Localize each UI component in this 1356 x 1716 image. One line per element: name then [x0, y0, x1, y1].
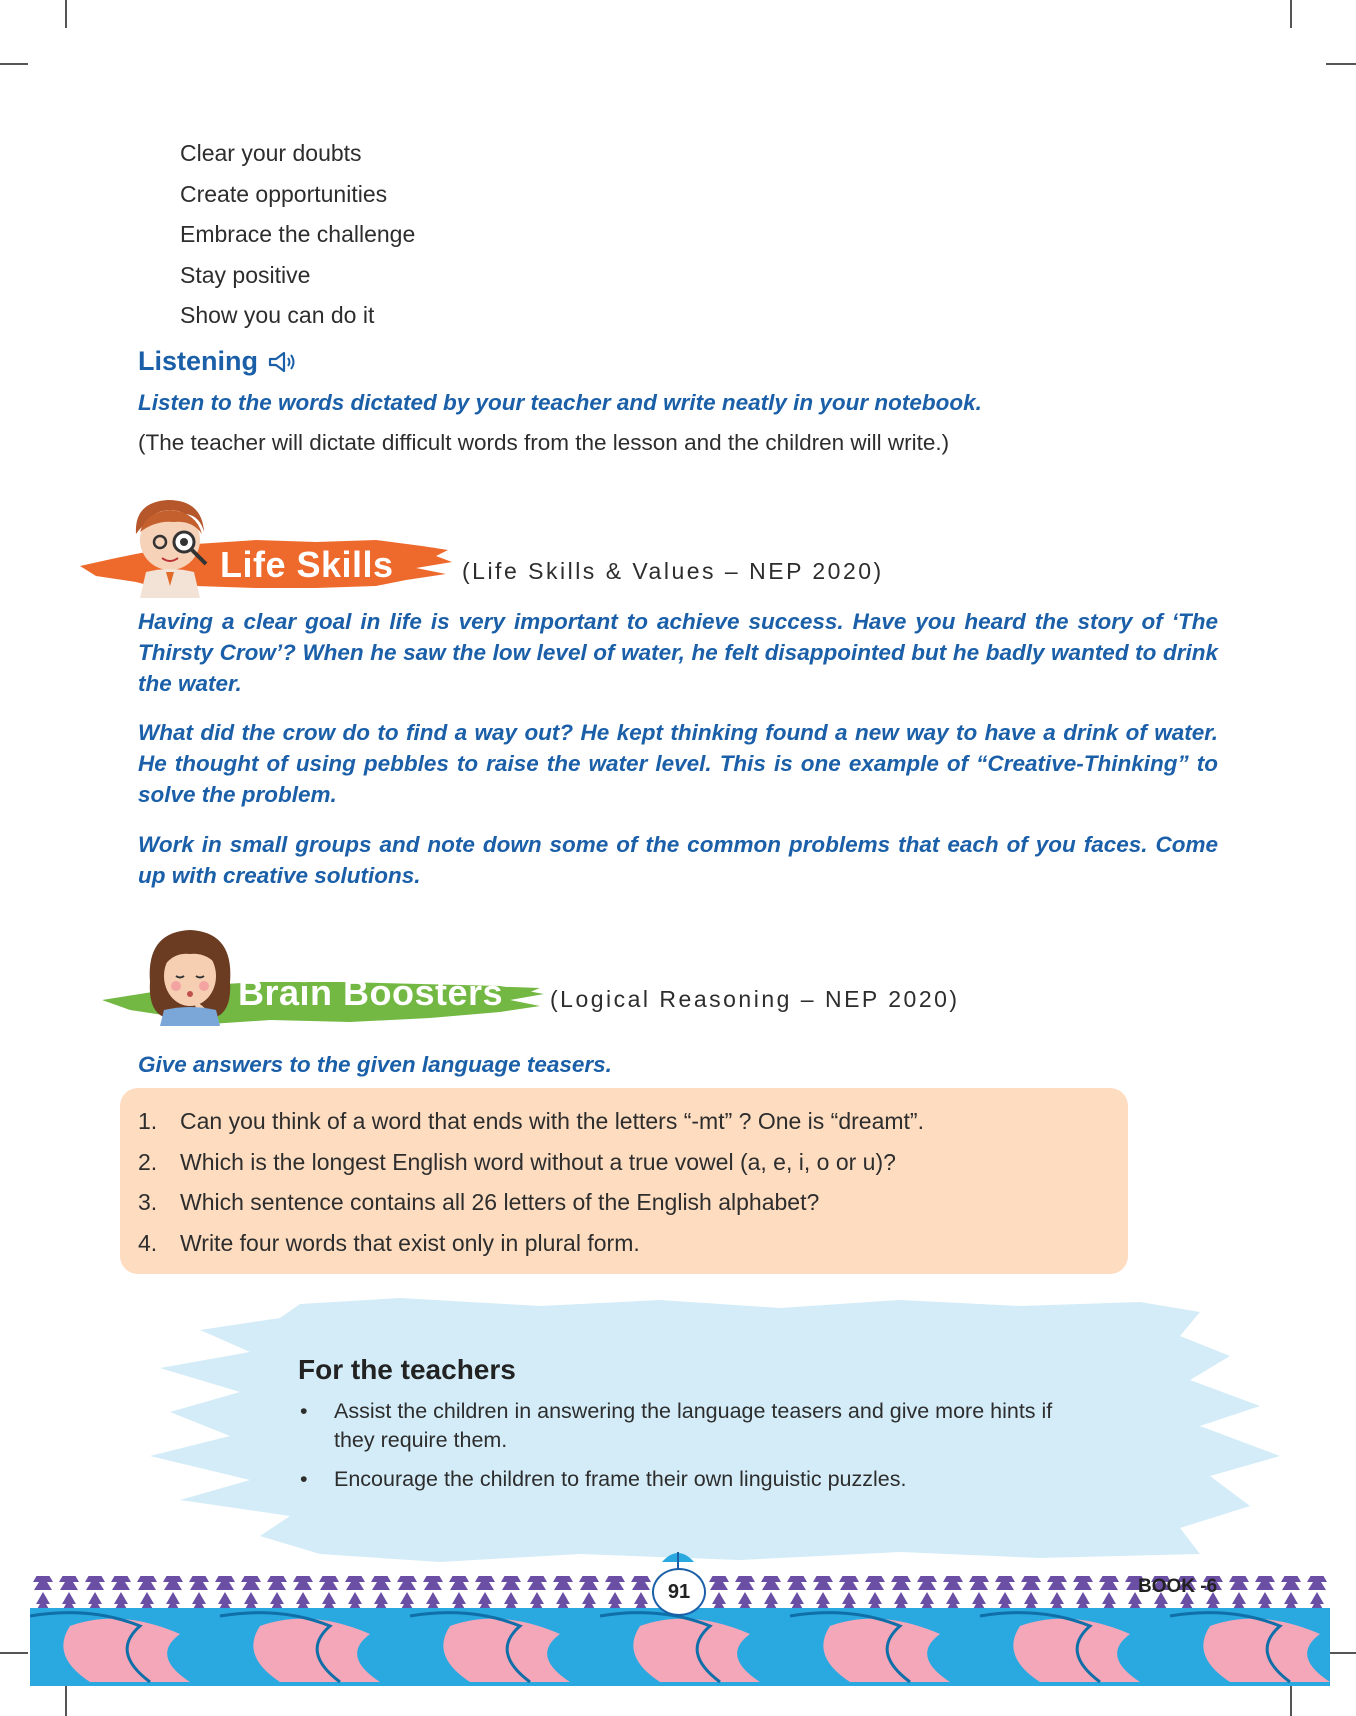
bullet-icon: • [300, 1467, 308, 1491]
life-skills-paragraph: Work in small groups and note down some of the common problems that each of you faces. Come up with creative solutions. [138, 832, 1218, 888]
bullet-icon: • [300, 1399, 308, 1423]
page-number: 91 [652, 1568, 706, 1616]
listening-instruction: Listen to the words dictated by your teacher and write neatly in your notebook. [138, 390, 982, 415]
list-item: Embrace the challenge [180, 221, 416, 247]
crop-mark [65, 0, 67, 28]
thinking-girl-icon [140, 922, 240, 1026]
motivation-list [180, 133, 415, 336]
teaser-list [138, 1101, 924, 1263]
list-item: 2. Which is the longest English word without a true vowel (a, e, i, o or u)? [138, 1148, 896, 1175]
listening-title: Listening [138, 346, 258, 376]
brain-boosters-instruction: Give answers to the given language teasers. [138, 1052, 612, 1077]
life-skills-subtitle: (Life Skills & Values – NEP 2020) [462, 558, 884, 584]
teachers-title: For the teachers [298, 1354, 516, 1385]
listening-heading [138, 346, 300, 377]
life-skills-title: Life Skills [220, 544, 394, 585]
life-skills-paragraph: What did the crow do to find a way out? He kept thinking found a new way to have a drink of water. He thought of using pebbles to raise the water level. This is one example of “Creative-Thinking” to solve the problem. [138, 720, 1218, 807]
crop-mark [1326, 63, 1356, 65]
brain-boosters-subtitle: (Logical Reasoning – NEP 2020) [550, 986, 960, 1012]
list-item: 3. Which sentence contains all 26 letters of the English alphabet? [138, 1189, 820, 1215]
list-item: 4. Write four words that exist only in plural form. [138, 1229, 640, 1256]
list-item: Create opportunities [180, 180, 388, 207]
list-item: • Encourage the children to frame their own linguistic puzzles. [300, 1465, 1070, 1494]
crop-mark [1290, 0, 1292, 28]
crop-mark [65, 1686, 67, 1716]
crop-mark [0, 63, 28, 65]
crop-mark [1290, 1686, 1292, 1716]
crop-mark [1326, 1652, 1356, 1654]
list-item: Show you can do it [180, 302, 375, 328]
brain-boosters-banner [100, 922, 548, 1034]
boy-with-magnifier-icon [116, 494, 226, 598]
crop-mark [0, 1652, 28, 1654]
teachers-list [300, 1397, 1070, 1504]
list-item: 1. Can you think of a word that ends with the letters “-mt” ? One is “dreamt”. [138, 1108, 924, 1134]
life-skills-paragraph: Having a clear goal in life is very important to achieve success. Have you heard the story of ‘The Thirsty Crow’? When he saw the low level of water, he felt disappointed but he badly wanted to drink the water. [138, 609, 1218, 696]
book-label: BOOK -6 [1138, 1576, 1218, 1597]
life-skills-banner [76, 494, 456, 610]
list-item: • Assist the children in answering the language teasers and give more hints if they require them. [300, 1397, 1070, 1455]
speaker-icon [266, 350, 300, 374]
list-item: Stay positive [180, 261, 311, 288]
listening-note: (The teacher will dictate difficult words from the lesson and the children will write.) [138, 430, 950, 455]
brain-boosters-title: Brain Boosters [238, 972, 504, 1013]
list-item: Clear your doubts [180, 140, 362, 166]
